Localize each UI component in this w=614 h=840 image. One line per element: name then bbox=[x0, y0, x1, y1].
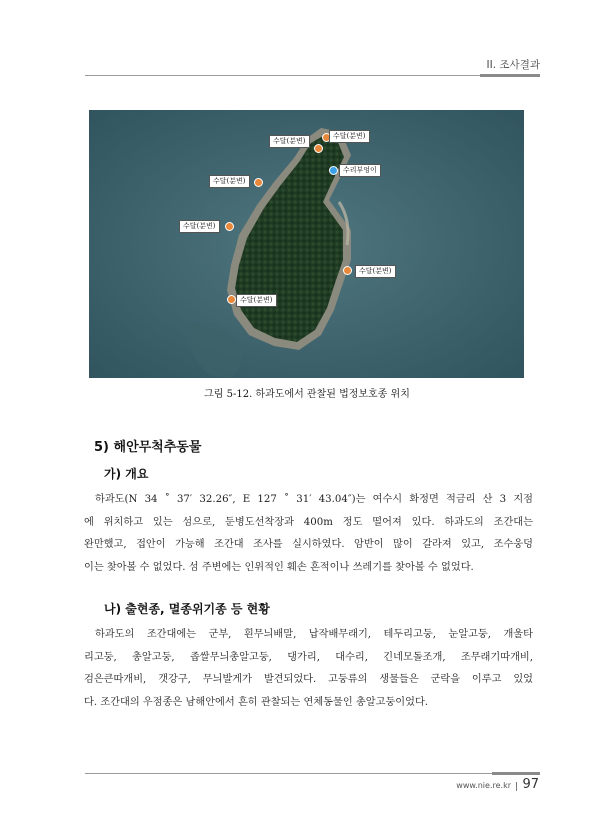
header-rule bbox=[85, 75, 540, 76]
marker-dot-otter bbox=[227, 295, 236, 304]
marker-dot-otter bbox=[225, 222, 234, 231]
footer-separator bbox=[516, 782, 517, 791]
footer-rule bbox=[85, 773, 540, 774]
overview-paragraph bbox=[84, 489, 533, 579]
marker-label-otter: 수달(분변) bbox=[269, 135, 310, 148]
paragraph-line: 다. 조간대의 우점종은 남해안에서 흔히 관찰되는 연체동물인 총알고둥이었다. bbox=[84, 696, 429, 708]
footer-url: www.nie.re.kr bbox=[456, 781, 511, 790]
paragraph-line: 에 위치하고 있는 섬으로, 둔병도선착장과 400m 정도 떨어져 있다. 하과도의 조간대는 bbox=[84, 516, 533, 528]
footer-accent-bar bbox=[492, 772, 540, 775]
marker-dot-otter bbox=[343, 266, 352, 275]
header-accent-bar bbox=[480, 74, 540, 77]
satellite-map-figure bbox=[89, 110, 524, 378]
running-header: II. 조사결과 bbox=[486, 59, 540, 71]
marker-dot-otter bbox=[254, 178, 263, 187]
marker-label-otter: 수달(분변) bbox=[179, 220, 220, 233]
paragraph-line: 검은큰따개비, 갯강구, 무늬발게가 발견되었다. 고둥류의 생물들은 군락을 이루고 있었 bbox=[84, 674, 533, 685]
marker-label-otter: 수달(분변) bbox=[236, 294, 277, 307]
marker-label-otter: 수달(분변) bbox=[209, 175, 250, 188]
paragraph-line: 하과도의 조간대에는 군부, 흰무늬배말, 납작배무래기, 테두리고둥, 눈알고둥, 개울타 bbox=[95, 629, 533, 640]
marker-dot-otter bbox=[314, 144, 323, 153]
paragraph-line: 완만했고, 접안이 가능해 조간대 조사를 실시하였다. 암반이 많이 갈라져 있고, 조수웅덩 bbox=[84, 539, 533, 550]
page-number: 97 bbox=[522, 777, 539, 792]
paragraph-line: 리고둥, 총알고둥, 좁쌀무늬총알고둥, 댕가리, 대수리, 긴네모돌조개, 조무래기따개비, bbox=[84, 651, 533, 663]
figure-caption: 그림 5-12. 하과도에서 관찰된 법정보호종 위치 bbox=[204, 389, 410, 400]
subsection-heading-species: 나) 출현종, 멸종위기종 등 현황 bbox=[104, 602, 270, 616]
marker-dot-eagle-owl bbox=[329, 166, 338, 175]
marker-label-eagle-owl: 수리부엉이 bbox=[339, 164, 381, 177]
marker-label-otter: 수달(분변) bbox=[329, 130, 370, 143]
paragraph-line: 이는 찾아볼 수 없었다. 섬 주변에는 인위적인 훼손 흔적이나 쓰레기를 찾아볼 수 없었다. bbox=[84, 561, 474, 573]
map-image bbox=[89, 110, 524, 378]
paragraph-line: 하과도(N 34 ˚ 37′ 32.26″, E 127 ˚ 31′ 43.04″)는 여수시 화정면 적금리 산 3 지점 bbox=[95, 494, 533, 505]
species-paragraph bbox=[84, 624, 533, 714]
subsection-heading-overview: 가) 개요 bbox=[104, 467, 149, 481]
section-heading: 5) 해안무척추동물 bbox=[94, 440, 202, 455]
marker-label-otter: 수달(분변) bbox=[355, 265, 396, 278]
